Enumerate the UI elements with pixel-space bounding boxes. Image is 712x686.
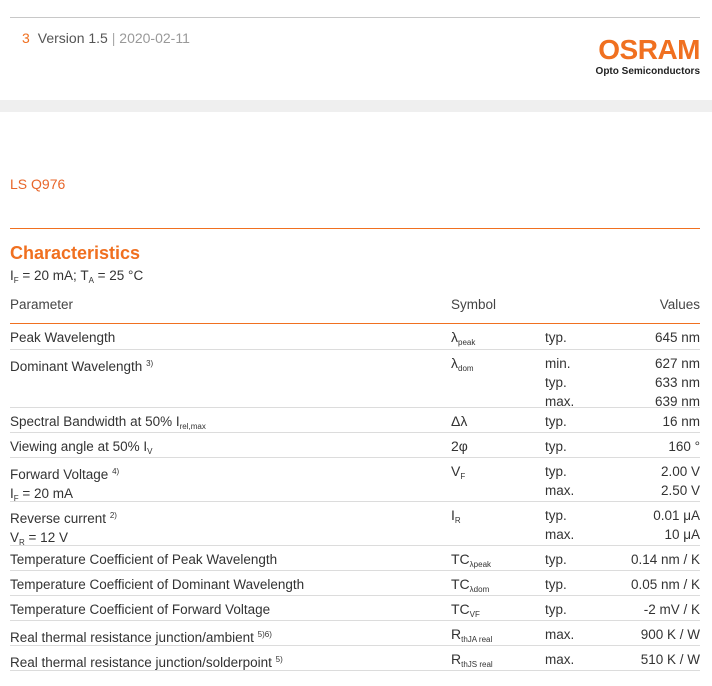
table-row (10, 571, 700, 596)
row-symbol (451, 437, 468, 456)
condition-value: = 20 mA (18, 486, 74, 501)
row-values (653, 506, 700, 544)
parameter-line (10, 354, 153, 376)
footnote-ref: 5)6) (257, 630, 272, 639)
symbol-sub: thJS real (461, 660, 493, 669)
table-row (10, 350, 700, 408)
value-text: 16 nm (662, 414, 700, 429)
row-symbol (451, 328, 475, 352)
symbol-text: λ (451, 329, 458, 345)
row-values (655, 328, 700, 347)
product-name: LS Q976 (10, 176, 66, 192)
symbol-text: TC (451, 576, 470, 592)
logo-subtitle: Opto Semiconductors (595, 66, 700, 77)
value-text: 0.05 nm / K (630, 577, 700, 592)
row-values (644, 600, 700, 619)
characteristics-table (10, 294, 700, 671)
limit-label: typ. (545, 439, 567, 454)
cond-ta-sub: A (88, 276, 94, 285)
row-symbol (451, 650, 493, 674)
header-values: Values (659, 297, 700, 312)
row-symbol (451, 412, 467, 431)
row-parameter (10, 575, 304, 594)
table-row (10, 646, 700, 671)
parameter-line (10, 462, 119, 484)
logo-brand: OSRAM (598, 34, 700, 65)
table-row (10, 458, 700, 502)
row-values (641, 625, 700, 644)
test-condition (10, 268, 143, 285)
cond-if: I (10, 268, 14, 283)
page-number: 3 (22, 30, 30, 46)
osram-logo (596, 36, 700, 77)
symbol-text: TC (451, 551, 470, 567)
symbol-sub: λpeak (469, 560, 492, 569)
header-parameter: Parameter (10, 297, 74, 312)
limit-label: typ. (545, 330, 567, 345)
row-parameter (10, 354, 153, 376)
row-limits (545, 354, 574, 411)
version-line (22, 30, 190, 46)
limit-label: typ. (545, 414, 567, 429)
parameter-text: Temperature Coefficient of Peak Wavelength (10, 552, 278, 567)
parameter-sub: rel,max (179, 422, 206, 431)
symbol-text: R (451, 651, 462, 667)
row-limits (545, 600, 567, 619)
limit-label: max. (545, 627, 575, 642)
parameter-text: Temperature Coefficient of Dominant Wavelength (10, 577, 305, 592)
version-label: Version 1.5 (37, 30, 108, 46)
row-limits (545, 412, 567, 431)
table-row (10, 502, 700, 546)
table-row (10, 621, 700, 646)
value-text: -2 mV / K (643, 602, 700, 617)
symbol-text: TC (451, 601, 470, 617)
footnote-ref: 3) (146, 359, 154, 368)
limit-label: typ. (545, 602, 567, 617)
limit-label: typ. (545, 464, 567, 479)
value-text: 633 nm (654, 375, 700, 390)
value-text: 639 nm (654, 394, 700, 409)
parameter-line (10, 625, 272, 647)
row-limits (545, 328, 567, 347)
condition-sub: R (19, 538, 25, 547)
row-values (661, 462, 700, 500)
condition-value: = 12 V (24, 530, 68, 545)
row-limits (545, 575, 567, 594)
row-limits (545, 650, 574, 669)
row-values (662, 412, 700, 431)
parameter-text: Forward Voltage (10, 467, 109, 482)
limit-label: typ. (545, 552, 567, 567)
header-symbol: Symbol (451, 297, 497, 312)
value-text: 900 K / W (640, 627, 700, 642)
parameter-line (10, 575, 304, 594)
table-row (10, 408, 700, 433)
row-values (631, 550, 700, 569)
row-values (641, 650, 700, 669)
table-row (10, 596, 700, 621)
row-symbol (451, 462, 465, 486)
table-row (10, 546, 700, 571)
version-date: 2020-02-11 (119, 30, 190, 46)
row-values (655, 354, 700, 411)
limit-label: min. (545, 356, 571, 371)
symbol-sub: VF (469, 610, 480, 619)
cond-if-sub: F (13, 276, 19, 285)
footnote-ref: 4) (112, 467, 120, 476)
parameter-text: Real thermal resistance junction/ambient (10, 630, 254, 645)
symbol-text: λ (451, 355, 458, 371)
parameter-line (10, 506, 117, 528)
value-text: 0.01 μA (653, 508, 700, 523)
parameter-text: Spectral Bandwidth at 50% I (10, 414, 180, 429)
row-parameter (10, 625, 272, 647)
parameter-line (10, 600, 270, 619)
row-limits (545, 550, 567, 569)
condition-symbol: I (10, 486, 14, 501)
row-limits (545, 462, 574, 500)
row-limits (545, 625, 574, 644)
footnote-ref: 2) (109, 511, 117, 520)
limit-label: max. (545, 652, 575, 667)
limit-label: typ. (545, 375, 567, 390)
table-row (10, 324, 700, 350)
section-title: Characteristics (10, 243, 141, 263)
parameter-text: Dominant Wavelength (10, 359, 143, 374)
symbol-sub: dom (458, 364, 474, 373)
symbol-text: 2φ (451, 438, 468, 454)
header-band (0, 100, 712, 112)
limit-label: max. (545, 527, 575, 542)
value-text: 510 K / W (640, 652, 700, 667)
parameter-text: Real thermal resistance junction/solderpoint (10, 655, 272, 670)
symbol-sub: F (460, 472, 466, 481)
symbol-text: I (451, 507, 455, 523)
parameter-text: Peak Wavelength (10, 330, 116, 345)
symbol-text: V (451, 463, 461, 479)
row-limits (545, 506, 574, 544)
version-separator: | (111, 30, 116, 46)
limit-label: typ. (545, 577, 567, 592)
value-text: 10 μA (664, 527, 700, 542)
parameter-line (10, 550, 277, 569)
symbol-text: Δλ (451, 413, 468, 429)
symbol-sub: thJA real (461, 635, 493, 644)
parameter-line (10, 650, 283, 672)
value-text: 2.00 V (660, 464, 700, 479)
footnote-ref: 5) (275, 655, 283, 664)
row-parameter (10, 650, 283, 672)
row-parameter (10, 550, 277, 569)
condition-symbol: V (10, 530, 20, 545)
row-parameter (10, 600, 270, 619)
row-parameter (10, 328, 115, 347)
row-values (631, 575, 700, 594)
cond-ta-val: = 25 °C (93, 268, 144, 283)
parameter-text: Viewing angle at 50% I (10, 439, 148, 454)
parameter-text: Reverse current (10, 511, 107, 526)
table-header (10, 294, 700, 324)
value-text: 0.14 nm / K (630, 552, 700, 567)
value-text: 2.50 V (660, 483, 700, 498)
cond-if-val: = 20 mA; T (18, 268, 89, 283)
parameter-text: Temperature Coefficient of Forward Voltage (10, 602, 271, 617)
row-symbol (451, 354, 474, 378)
limit-label: max. (545, 483, 575, 498)
value-text: 627 nm (654, 356, 700, 371)
value-text: 645 nm (654, 330, 700, 345)
value-text: 160 ° (668, 439, 700, 454)
symbol-sub: R (454, 516, 461, 525)
row-values (668, 437, 700, 456)
parameter-line (10, 328, 115, 347)
row-limits (545, 437, 567, 456)
top-rule (10, 17, 700, 18)
limit-label: max. (545, 394, 575, 409)
condition-sub: F (13, 494, 19, 503)
limit-label: typ. (545, 508, 567, 523)
parameter-sub: V (147, 447, 153, 456)
table-row (10, 433, 700, 458)
section-rule (10, 228, 700, 229)
symbol-sub: λdom (469, 585, 490, 594)
symbol-sub: peak (458, 338, 476, 347)
symbol-text: R (451, 626, 462, 642)
table-body (10, 324, 700, 671)
row-symbol (451, 506, 461, 530)
